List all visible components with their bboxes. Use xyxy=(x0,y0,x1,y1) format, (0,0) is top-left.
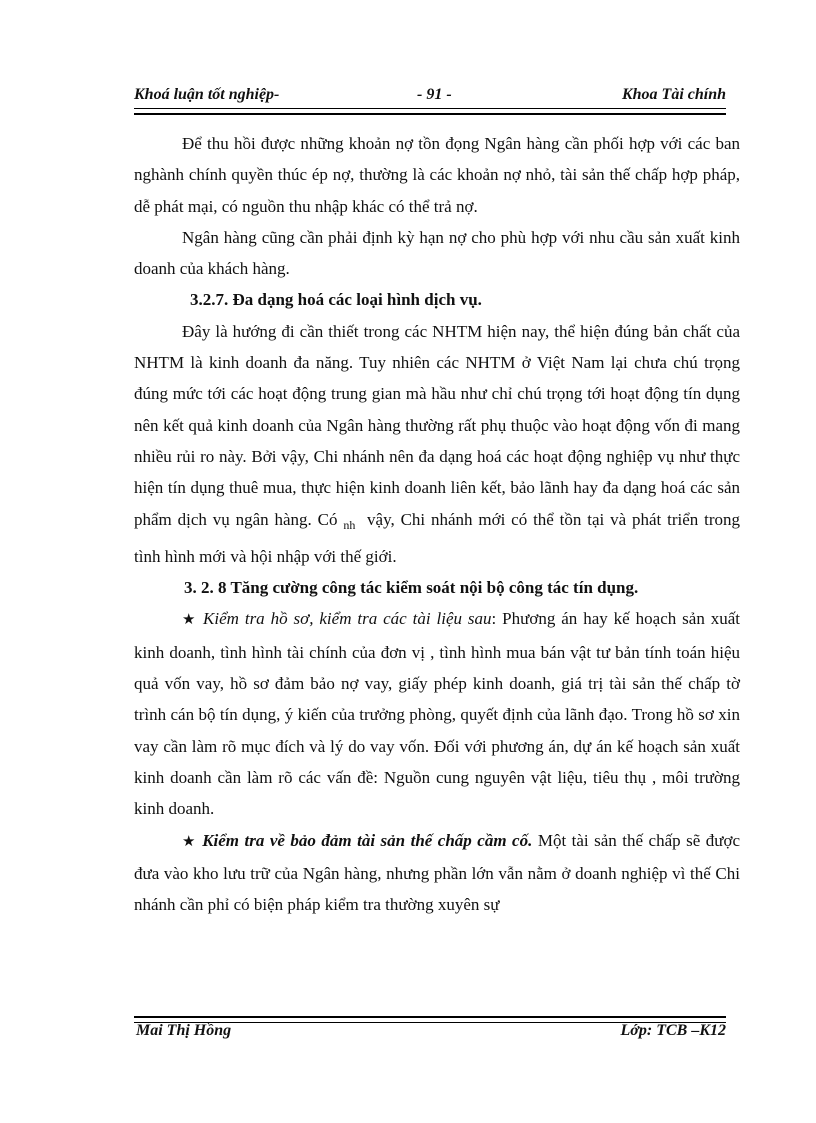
header-thesis-title: Khoá luận tốt nghiệp- xyxy=(134,86,280,103)
section-heading-3-2-7: 3.2.7. Đa dạng hoá các loại hình dịch vụ. xyxy=(190,290,482,310)
paragraph-text: Một tài sản thế chấp sẽ được đưa vào kho lưu trữ của Ngân hàng, nhưng phần lớn vẫn nằm ở doanh nghiệp vì thế Chi nhánh cần phỉ có biện pháp kiểm tra thường xuyên sự xyxy=(134,830,741,915)
paragraph-text: vậy, Chi nhánh mới có thể tồn tại và phát triển trong tình hình mới và hội nhập với thế giới. xyxy=(134,509,740,566)
bullet-label: Kiểm tra về bảo đảm tài sản thế chấp cầm cố. xyxy=(202,830,533,850)
section-heading-3-2-8: 3. 2. 8 Tăng cường công tác kiểm soát nội bộ công tác tín dụng. xyxy=(184,578,639,598)
paragraph-text: : Phương án hay kế hoạch sản xuất kinh doanh, tình hình tài chính của đơn vị , tình hình mua bán vật tư bản tính toán hiệu quả vốn vay, hồ sơ đảm bảo nợ vay, giấy phép kinh doanh, giá trị tài sản thế chấp tờ trình cán bộ tín dụng, ý kiến của trưởng phòng, quyết định của lãnh đạo. Trong hồ sơ xin vay cần làm rõ mục đích và lý do vay vốn. Đối với phương án, dự án kế hoạch sản xuất kinh doanh cần làm rõ các vấn đề: Nguồn cung nguyên vật liệu, tiêu thụ , môi trường kinh doanh. xyxy=(134,609,741,819)
paragraph-diversify-services xyxy=(134,316,740,572)
page-body xyxy=(134,128,740,920)
paragraph-text: Đây là hướng đi cần thiết trong các NHTM hiện nay, thể hiện đúng bản chất của NHTM là kinh doanh đa năng. Tuy nhiên các NHTM ở Việt Nam lại chưa chú trọng đúng mức tới các hoạt động trung gian mà hầu như chỉ chú trọng tới hoạt động tín dụng nên kết quả kinh doanh của Ngân hàng thường rất phụ thuộc vào hoạt động vốn đi mang nhiều rủi ro này. Bởi vậy, Chi nhánh nên đa dạng hoá các hoạt động nghiệp vụ như thực hiện tín dụng thuê mua, thực hiện kinh doanh liên kết, bảo lãnh hay đa dạng hoá các sản phẩm dịch vụ ngân hàng. Có xyxy=(134,321,740,529)
paragraph-debt-recovery: Để thu hồi được những khoản nợ tồn đọng Ngân hàng cần phối hợp với các ban nghành chính quyền thúc ép nợ, thường là các khoản nợ nhỏ, tài sản thế chấp hợp pháp, dễ phát mại, có nguồn thu nhập khác có thể trả nợ. xyxy=(134,134,740,216)
page-header xyxy=(134,86,726,108)
stray-subscript: nh xyxy=(343,517,356,532)
header-divider xyxy=(134,108,726,115)
page-number: - 91 - xyxy=(417,86,452,103)
star-bullet-icon: ★ xyxy=(182,612,198,629)
paragraph-check-documents xyxy=(134,603,740,824)
star-bullet-icon: ★ xyxy=(182,833,197,850)
bullet-label: Kiểm tra hồ sơ, kiểm tra các tài liệu sau xyxy=(203,609,492,629)
footer-class: Lớp: TCB –K12 xyxy=(620,1022,726,1039)
header-faculty: Khoa Tài chính xyxy=(621,86,726,103)
footer-author: Mai Thị Hồng xyxy=(136,1022,232,1039)
paragraph-debt-schedule: Ngân hàng cũng cần phải định kỳ hạn nợ cho phù hợp với nhu cầu sản xuất kinh doanh của khách hàng. xyxy=(134,227,740,279)
paragraph-check-collateral xyxy=(134,825,740,921)
page-footer xyxy=(134,1022,726,1044)
